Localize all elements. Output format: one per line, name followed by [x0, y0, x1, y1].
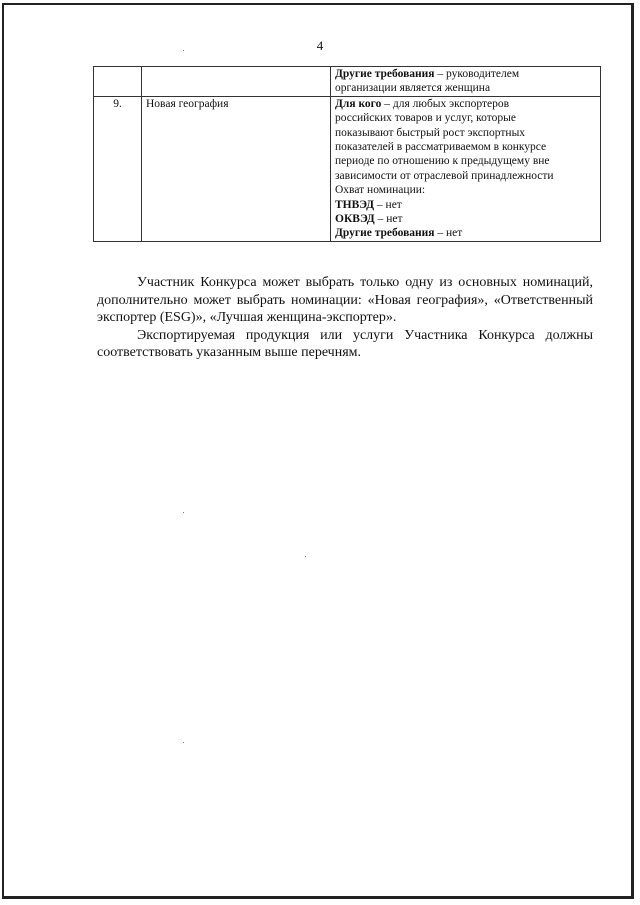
- scan-speck: [183, 512, 184, 513]
- paragraph: Участник Конкурса может выбрать только одну из основных номинаций, дополнительно может выбрать номинации: «Новая география», «Ответственный экспортер (ESG)», «Лучшая женщина-экспортер».: [97, 275, 593, 325]
- nomination-description: [331, 67, 601, 97]
- nomination-name: Новая география: [142, 96, 331, 241]
- nominations-table: [93, 66, 601, 242]
- line-text: – нет: [374, 213, 403, 226]
- line-text: зависимости от отраслевой принадлежности: [335, 169, 554, 182]
- line-text: организации является женщина: [335, 82, 491, 95]
- scan-speck: [183, 742, 184, 743]
- line-text: российских товаров и услуг, которые: [335, 112, 516, 125]
- description-line: [335, 126, 596, 140]
- line-text: – для любых экспортеров: [381, 97, 510, 110]
- scan-speck: [305, 556, 306, 557]
- description-line: [335, 183, 596, 197]
- page-number: 4: [316, 38, 324, 53]
- line-label: Другие требования: [335, 68, 435, 80]
- line-text: – руководителем: [434, 68, 520, 80]
- description-line: [335, 67, 596, 81]
- line-text: периоде по отношению к предыдущему вне: [335, 155, 550, 168]
- row-number: [94, 67, 142, 97]
- description-line: [335, 97, 596, 111]
- description-line: [335, 111, 596, 125]
- description-line: [335, 212, 596, 226]
- line-label: Другие требования: [335, 227, 435, 240]
- line-text: показателей в рассматриваемом в конкурсе: [335, 141, 547, 154]
- description-line: [335, 154, 596, 168]
- line-text: – нет: [374, 198, 402, 211]
- nomination-name: [142, 67, 331, 97]
- body-text: [97, 274, 593, 362]
- description-line: [335, 226, 596, 240]
- line-text: Охват номинации:: [335, 184, 426, 197]
- scan-speck: [183, 50, 184, 51]
- description-line: [335, 169, 596, 183]
- line-label: ОКВЭД: [335, 213, 375, 226]
- row-number: 9.: [94, 96, 142, 241]
- line-text: показывают быстрый рост экспортных: [335, 126, 526, 139]
- line-label: Для кого: [335, 97, 382, 110]
- table-row: [94, 96, 601, 241]
- line-label: ТНВЭД: [335, 198, 375, 211]
- description-line: [335, 198, 596, 212]
- line-text: – нет: [434, 227, 463, 240]
- paragraph: Экспортируемая продукция или услуги Участника Конкурса должны соответствовать указанным выше перечням.: [97, 327, 593, 360]
- nomination-description: [331, 96, 601, 241]
- description-line: [335, 81, 596, 95]
- table-row: [94, 67, 601, 97]
- description-line: [335, 140, 596, 154]
